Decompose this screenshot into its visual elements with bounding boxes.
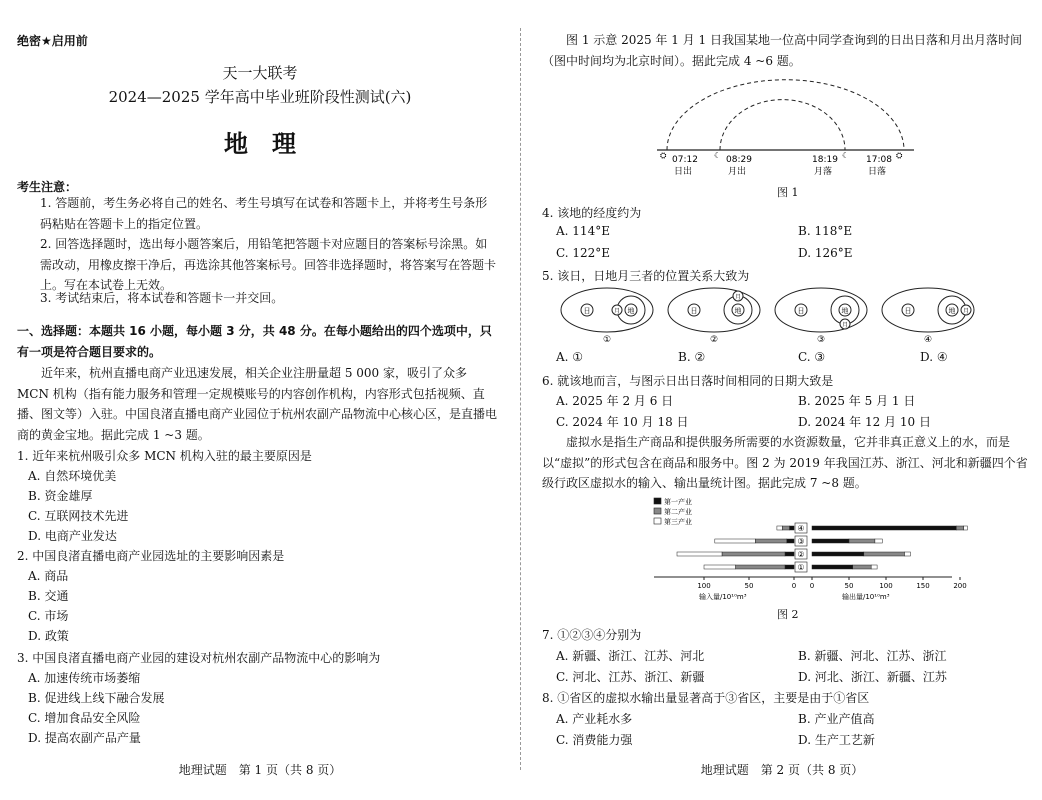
diagram-number: ① [602,335,612,345]
output-bar [864,552,905,556]
page-divider [520,28,521,770]
q5-option-c[interactable]: C. ③ [798,350,826,364]
q7-option-b[interactable]: B. 新疆、河北、江苏、浙江 [798,649,947,663]
q4-option-a[interactable]: A. 114°E [556,224,610,238]
notice-title: 考生注意： [17,180,78,194]
q8-option-b[interactable]: B. 产业产值高 [798,712,875,726]
page-1 [0,0,520,800]
question-2: 2. 中国良渚直播电商产业园选址的主要影响因素是 [17,549,285,563]
q7-option-a[interactable]: A. 新疆、浙江、江苏、河北 [556,649,705,663]
earth-label: 地 [841,307,849,315]
notice-1: 1. 答题前，考生务必将自己的姓名、考生号填写在试卷和答题卡上，并将考生号条形码粘贴在答题卡上的指定位置。 [40,196,488,231]
q4-option-b[interactable]: B. 118°E [798,224,853,238]
output-bar [871,565,877,569]
question-3: 3. 中国良渚直播电商产业园的建设对杭州农副产品物流中心的影响为 [17,651,381,665]
moonrise-label: 月出 [728,167,747,177]
intro-fig1: 图 1 示意 2025 年 1 月 1 日我国某地一位高中同学查询到的日出日落和月出月落时间（图中时间均为北京时间）。据此完成 4 ~6 题。 [542,33,1022,68]
input-bar [755,539,787,543]
q3-option-c[interactable]: C. 增加食品安全风险 [28,711,141,725]
tick-label: 100 [697,582,711,590]
tick-label: 50 [744,582,754,590]
question-7: 7. ①②③④分别为 [542,628,642,642]
moonset-time: 18:19 [812,155,838,165]
earth-orbit [775,288,867,332]
q7-option-c[interactable]: C. 河北、江苏、浙江、新疆 [556,670,705,684]
figure-1-caption: 图 1 [777,186,799,199]
input-bar [785,565,794,569]
input-bar [777,526,782,530]
exam-title: 2024—2025 学年高中毕业班阶段性测试(六) [108,88,412,106]
earth-orbit [668,288,760,332]
q4-option-c[interactable]: C. 122°E [556,246,611,260]
output-bar [812,565,853,569]
passage-1: 近年来，杭州直播电商产业迅速发展，相关企业注册量超 5 000 家，吸引了众多 MCN 机构（指有能力服务和管理一定规模账号的内容创作机构，内容形式包括视频、直播、图文等）入驻。中国良渚直播电商产业园位于杭州农副产品物流中心核心区，是直播电商的黄金宝地。据此完成 1 ~3 题。 [17,366,498,442]
q3-option-a[interactable]: A. 加速传统市场萎缩 [28,671,141,685]
notice-2: 2. 回答选择题时，选出每小题答案后，用铅笔把答题卡对应题目的答案标号涂黑。如需改动，用橡皮擦干净后，再选涂其他答案标号。回答非选择题时，将答案写在答题卡上。写在本试卷上无效。 [40,237,497,292]
earth-label: 地 [734,307,742,315]
output-bar [812,526,956,530]
left-axis-label: 输入量/10¹⁰m³ [699,593,747,601]
input-bar [704,565,736,569]
legend-label: 第一产业 [664,498,692,506]
q6-option-a[interactable]: A. 2025 年 2 月 6 日 [556,394,674,408]
figure-1-sun-moon-arcs [652,72,922,182]
input-bar [787,539,794,543]
q1-option-d[interactable]: D. 电商产业发达 [28,529,117,543]
q2-option-b[interactable]: B. 交通 [28,589,69,603]
legend-swatch [654,508,661,514]
q1-option-c[interactable]: C. 互联网技术先进 [28,509,129,523]
orbit-diagram-2 [668,288,760,345]
diagram-number: ② [709,335,719,345]
moon-label: 月 [613,308,621,315]
output-bar [849,539,875,543]
earth-orbit [561,288,653,332]
figure-2-caption: 图 2 [777,608,799,621]
moonset-icon: ☾ [842,151,850,160]
q3-option-d[interactable]: D. 提高农副产品产量 [28,731,141,745]
q8-option-c[interactable]: C. 消费能力强 [556,733,633,747]
input-bar [736,565,786,569]
q5-orbit-diagrams [557,284,1017,346]
diagram-number: ③ [816,335,826,345]
q2-option-d[interactable]: D. 政策 [28,629,69,643]
category-label: ② [797,550,805,559]
output-bar [905,552,911,556]
q1-option-b[interactable]: B. 资金雄厚 [28,489,93,503]
tick-label: 0 [809,582,815,590]
question-8: 8. ①省区的虚拟水输出量显著高于③省区，主要是由于①省区 [542,691,870,705]
legend-label: 第三产业 [664,518,692,526]
sunrise-icon: ⛭ [660,151,667,160]
page-2 [522,0,1042,800]
output-bar [956,526,963,530]
moonrise-icon: ☾ [714,151,722,160]
tick-label: 200 [953,582,967,590]
sun-label: 日 [797,307,805,315]
secret-label: 绝密★启用前 [17,34,88,48]
category-label: ① [797,563,805,572]
orbit-diagram-4 [882,288,974,345]
sunset-icon: ⛭ [896,151,903,160]
sun-label: 日 [904,307,912,315]
input-bar [715,539,756,543]
category-label: ④ [797,524,805,533]
question-6: 6. 就该地而言，与图示日出日落时间相同的日期大致是 [542,374,834,388]
tick-label: 150 [916,582,930,590]
q4-option-d[interactable]: D. 126°E [798,246,853,260]
earth-label: 地 [948,307,956,315]
diagram-number: ④ [923,335,933,345]
exam-name: 天一大联考 [222,64,298,82]
output-bar [812,552,864,556]
question-5: 5. 该日，日地月三者的位置关系大致为 [542,269,750,283]
q2-option-a[interactable]: A. 商品 [28,569,69,583]
moonrise-time: 08:29 [726,155,752,165]
q5-option-b[interactable]: B. ② [678,350,706,364]
right-axis-label: 输出量/10¹⁰m³ [842,593,890,601]
input-bar [790,526,795,530]
legend-swatch [654,518,661,524]
output-bar [812,539,849,543]
moon-label: 月 [962,308,970,315]
sunrise-label: 日出 [674,167,693,177]
tick-label: 0 [791,582,797,590]
q8-option-a[interactable]: A. 产业耗水多 [556,712,633,726]
sunset-label: 日落 [868,167,887,177]
sun-label: 日 [690,307,698,315]
moon-label: 月 [734,294,742,301]
legend-swatch [654,498,661,504]
figure-2-chart [622,493,967,605]
input-bar [782,526,789,530]
q6-option-b[interactable]: B. 2025 年 5 月 1 日 [798,394,916,408]
q6-option-d[interactable]: D. 2024 年 12 月 10 日 [798,415,931,429]
output-bar [853,565,872,569]
page-footer-1: 地理试题 第 1 页（共 8 页） [178,763,342,777]
sunset-time: 17:08 [866,155,892,165]
category-label: ③ [797,537,805,546]
orbit-diagram-1 [561,288,653,345]
subject-title: 地 理 [224,130,296,158]
q1-option-a[interactable]: A. 自然环境优美 [28,469,117,483]
q2-option-c[interactable]: C. 市场 [28,609,69,623]
question-4: 4. 该地的经度约为 [542,206,642,220]
q5-option-d[interactable]: D. ④ [920,350,948,364]
orbit-diagram-3 [775,288,867,345]
input-bar [677,552,722,556]
output-bar [964,526,968,530]
input-bar [785,552,794,556]
question-1: 1. 近年来杭州吸引众多 MCN 机构入驻的最主要原因是 [17,449,312,463]
q3-option-b[interactable]: B. 促进线上线下融合发展 [28,691,165,705]
q7-option-d[interactable]: D. 河北、浙江、新疆、江苏 [798,670,947,684]
tick-label: 50 [844,582,854,590]
q5-option-a[interactable]: A. ① [556,350,584,364]
earth-orbit [882,288,974,332]
output-bar [875,539,882,543]
legend-label: 第二产业 [664,508,692,516]
notice-3: 3. 考试结束后，将本试卷和答题卡一并交回。 [40,291,284,305]
input-bar [722,552,785,556]
moonset-label: 月落 [814,167,833,177]
sunrise-time: 07:12 [672,155,698,165]
q6-option-c[interactable]: C. 2024 年 10 月 18 日 [556,415,689,429]
passage-2: 虚拟水是指生产商品和提供服务所需要的水资源数量，它并非真正意义上的水，而是以“虚拟”的形式包含在商品和服务中。图 2 为 2019 年我国江苏、浙江、河北和新疆四个省级行政区虚拟水的输入、输出量统计图。据此完成 7 ~8 题。 [542,435,1028,490]
tick-label: 100 [879,582,893,590]
section-title: 一、选择题：本题共 16 小题，每小题 3 分，共 48 分。在每小题给出的四个选项中，只有一项是符合题目要求的。 [17,324,492,359]
q8-option-d[interactable]: D. 生产工艺新 [798,733,875,747]
earth-label: 地 [627,307,635,315]
sun-label: 日 [583,307,591,315]
moon-label: 月 [841,322,849,329]
page-footer-2: 地理试题 第 2 页（共 8 页） [700,763,864,777]
